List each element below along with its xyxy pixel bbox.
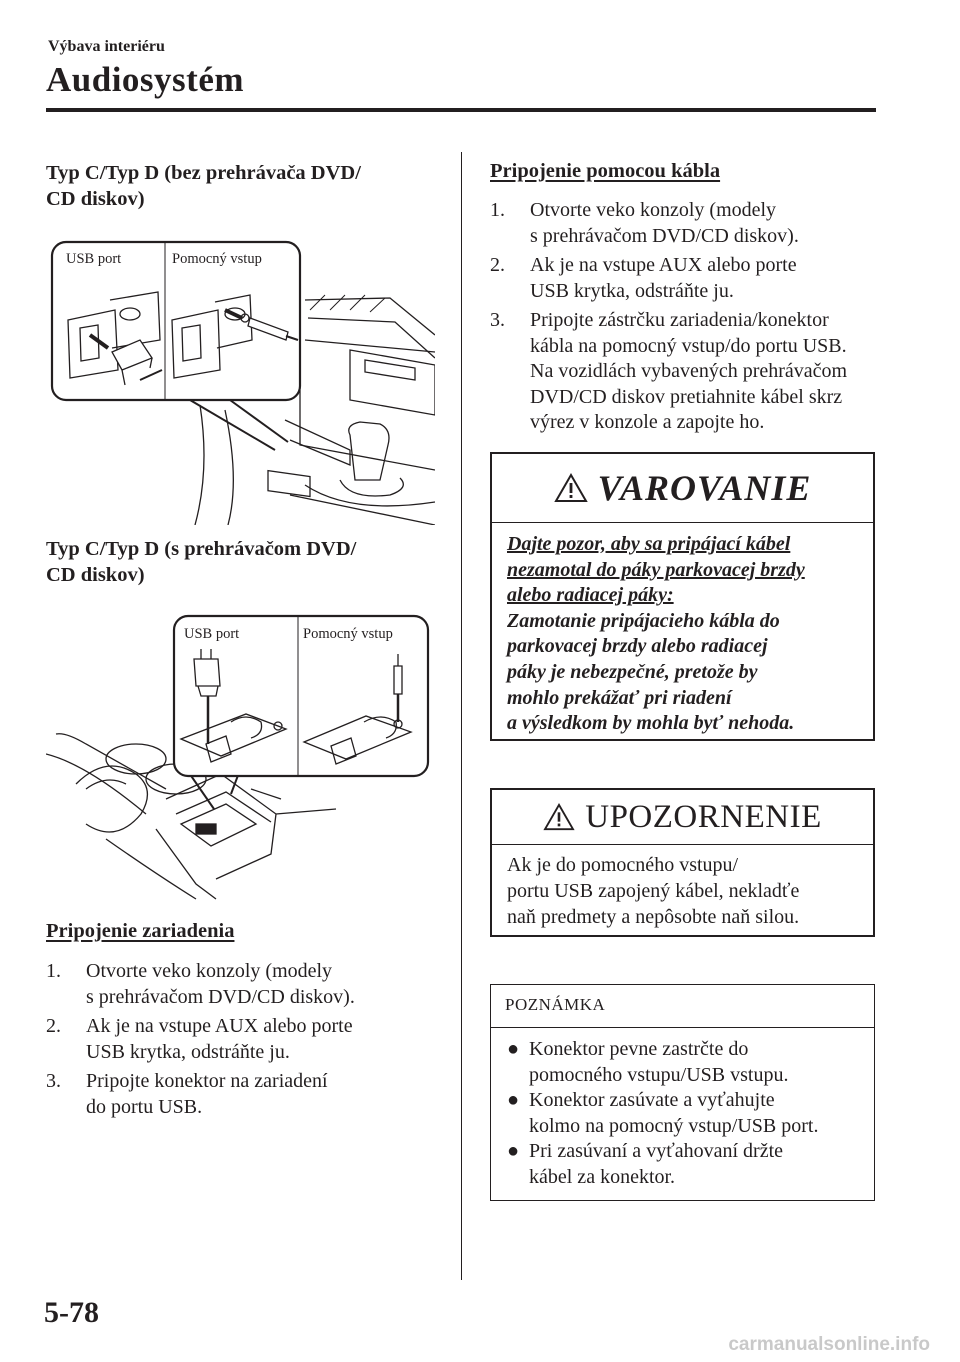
fig1-aux-label: Pomocný vstup xyxy=(172,251,262,267)
warning-text: Dajte pozor, aby sa pripájací kábel nezamotal do páky parkovacej brzdy alebo radiacej páky: Zamotanie pripájacieho kábla do parkovacej brzdy alebo radiacej páky je nebezpečné, pretože by mohlo prekážať pri riadení a výsledkom by mohla byť nehoda. xyxy=(507,533,805,735)
figure-console-with-dvd xyxy=(46,614,431,904)
section-title-device-connection: Pripojenie zariadenia xyxy=(46,920,235,942)
list-item: 2. Ak je na vstupe AUX alebo porte USB krytka, odstráňte ju. xyxy=(490,254,797,302)
note-title: POZNÁMKA xyxy=(505,995,606,1014)
caution-divider xyxy=(492,844,873,845)
caution-triangle-icon xyxy=(543,803,575,831)
list-item: ● Konektor zasúvate a vyťahujte kolmo na pomocný vstup/USB port. xyxy=(507,1089,819,1137)
steps-device-connection xyxy=(46,959,446,1124)
warning-box xyxy=(490,452,875,741)
figure-console-without-dvd xyxy=(50,240,435,525)
list-item: 3. Pripojte konektor na zariadení do portu USB. xyxy=(46,1070,328,1118)
list-item: 3. Pripojte zástrčku zariadenia/konektor kábla na pomocný vstup/do portu USB. Na vozidlách vybavených prehrávačom DVD/CD diskov pretiahnite kábel skrz výrez v konzole a zapojte ho. xyxy=(490,309,848,433)
breadcrumb: Výbava interiéru xyxy=(48,38,165,55)
subheading-without-dvd: Typ C/Typ D (bez prehrávača DVD/ CD diskov) xyxy=(46,162,361,210)
caution-text: Ak je do pomocného vstupu/ portu USB zapojený kábel, nekladťe naň predmety a nepôsobte naň silou. xyxy=(507,854,800,928)
list-item: 2. Ak je na vstupe AUX alebo porte USB krytka, odstráňte ju. xyxy=(46,1015,353,1063)
warning-header xyxy=(492,454,873,522)
section-title-cable-connection: Pripojenie pomocou kábla xyxy=(490,160,721,182)
list-item: ● Pri zasúvaní a vyťahovaní držte kábel za konektor. xyxy=(507,1140,784,1188)
warning-divider xyxy=(492,522,873,523)
header-rule xyxy=(46,108,876,112)
note-list xyxy=(505,1037,866,1190)
fig2-aux-label: Pomocný vstup xyxy=(303,626,393,642)
bullet-icon: ● xyxy=(507,1089,520,1111)
note-divider xyxy=(491,1027,874,1028)
subheading-with-dvd: Typ C/Typ D (s prehrávačom DVD/ CD diskov) xyxy=(46,538,357,586)
bullet-icon: ● xyxy=(507,1038,520,1060)
caution-box xyxy=(490,788,875,937)
fig2-usb-label: USB port xyxy=(184,626,240,642)
caution-header xyxy=(492,790,873,844)
chapter-title: Audiosystém xyxy=(46,60,245,99)
warning-triangle-icon xyxy=(554,473,588,503)
steps-cable-connection xyxy=(490,198,880,440)
fig1-usb-label: USB port xyxy=(66,251,122,267)
watermark: carmanualsonline.info xyxy=(728,1334,930,1355)
list-item: ● Konektor pevne zastrčte do pomocného vstupu/USB vstupu. xyxy=(507,1038,789,1086)
list-item: 1. Otvorte veko konzoly (modely s prehrávačom DVD/CD diskov). xyxy=(46,960,355,1008)
warning-title: VAROVANIE xyxy=(597,468,812,508)
column-divider xyxy=(461,152,462,1280)
list-item: 1. Otvorte veko konzoly (modely s prehrávačom DVD/CD diskov). xyxy=(490,199,799,247)
note-box xyxy=(490,984,875,1201)
bullet-icon: ● xyxy=(507,1140,520,1162)
caution-title: UPOZORNENIE xyxy=(585,798,822,835)
page-number: 5-78 xyxy=(44,1296,99,1329)
